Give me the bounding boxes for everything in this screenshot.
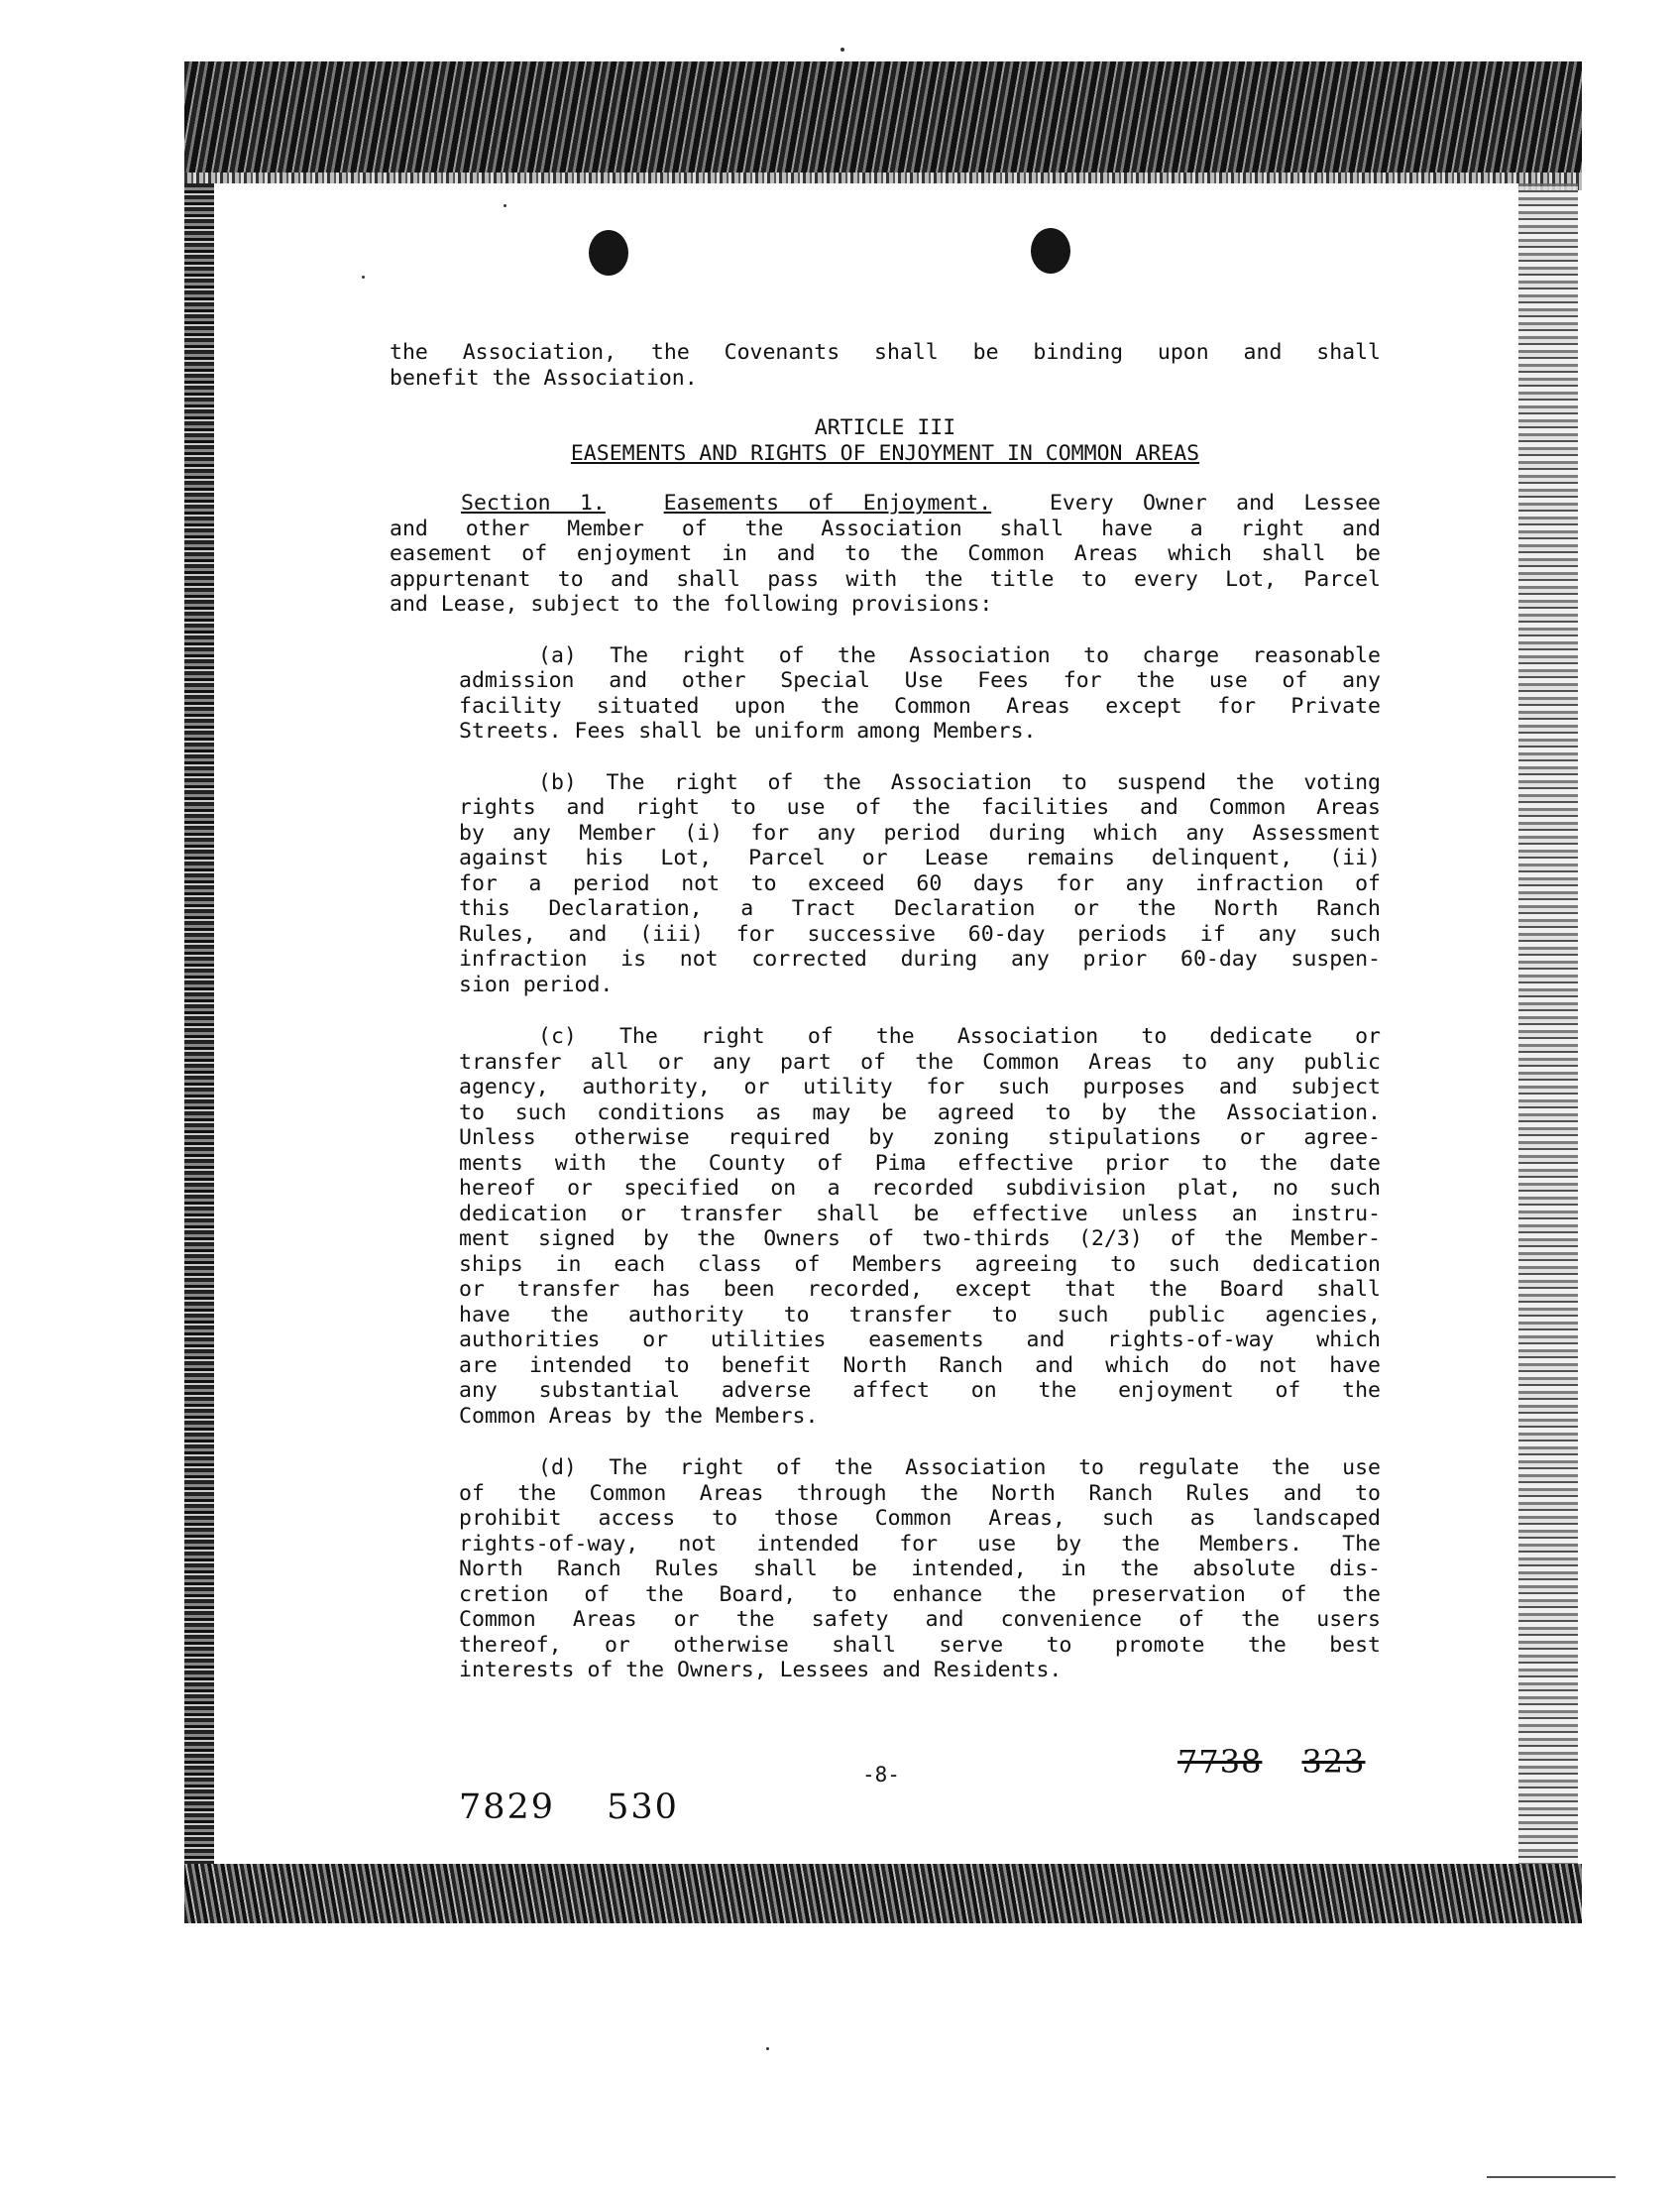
text-line: the Association, the Covenants shall be binding upon and shall [390, 340, 1381, 365]
paragraph-b-line: for a period not to exceed 60 days for any infraction of [459, 870, 1381, 896]
document-body [390, 340, 1381, 1683]
paragraph-d-line: thereof, or otherwise shall serve to promote the best [459, 1632, 1381, 1658]
recording-page-number: 530 [607, 1787, 679, 1827]
paragraph-b-line: this Declaration, a Tract Declaration or the North Ranch [459, 896, 1381, 921]
section-heading: Section 1. [461, 491, 606, 516]
section-title: Easements of Enjoyment. [663, 491, 992, 516]
paragraph-c-line: Common Areas by the Members. [459, 1403, 819, 1429]
paragraph-c-line: have the authority to transfer to such public agencies, [459, 1302, 1381, 1327]
paragraph-b-line: by any Member (i) for any period during which any Assessment [459, 820, 1381, 846]
paragraph-d-line: North Ranch Rules shall be intended, in the absolute dis- [459, 1556, 1381, 1581]
text-line: and Lease, subject to the following provisions: [390, 592, 993, 617]
scan-border-top [184, 61, 1582, 190]
paragraph-d-line: interests of the Owners, Lessees and Residents. [459, 1658, 1063, 1682]
paragraph-c-line: authorities or utilities easements and rights-of-way which [459, 1327, 1381, 1352]
scan-speck [504, 204, 506, 207]
paragraph-c-line: to such conditions as may be agreed to by the Association. [459, 1099, 1381, 1125]
paragraph-c-line: any substantial adverse affect on the enjoyment of the [459, 1378, 1381, 1403]
struck-book-number: 7738 [1177, 1743, 1263, 1781]
scan-border-bottom [184, 1864, 1582, 1923]
paragraph-b-line: sion period. [459, 972, 614, 997]
punch-hole-right [1031, 228, 1070, 274]
struck-recording-number [1177, 1743, 1366, 1781]
paragraph-c-line: agency, authority, or utility for such purposes and subject [459, 1075, 1381, 1099]
paragraph-b-line: against his Lot, Parcel or Lease remains delinquent, (ii) [459, 846, 1381, 870]
paragraph-c-line: (c) The right of the Association to dedicate or [538, 1024, 1381, 1049]
paragraph-b-line: Rules, and (iii) for successive 60-day periods if any such [459, 921, 1381, 947]
paragraph-d-line: cretion of the Board, to enhance the preservation of the [459, 1581, 1381, 1607]
paragraph-a-line: facility situated upon the Common Areas except for Private [459, 693, 1381, 719]
section-heading-line [390, 491, 1381, 517]
paragraph-d-line: of the Common Areas through the North Ranch Rules and to [459, 1480, 1381, 1506]
article-title: ARTICLE III [814, 415, 956, 440]
text-line: and other Member of the Association shall have a right and [390, 516, 1381, 541]
scan-mark [1487, 2176, 1616, 2178]
paragraph-a-line: admission and other Special Use Fees for the use of any [459, 668, 1381, 693]
scan-speck [840, 48, 844, 52]
paragraph-a-line: Streets. Fees shall be uniform among Members. [459, 719, 1037, 744]
text-line: easement of enjoyment in and to the Common Areas which shall be [390, 541, 1381, 566]
paragraph-c-line: ships in each class of Members agreeing to such dedication [459, 1251, 1381, 1277]
paragraph-c-line: transfer all or any part of the Common Areas to any public [459, 1049, 1381, 1075]
paragraph-b-line: infraction is not corrected during any prior 60-day suspen- [459, 947, 1381, 972]
article-subtitle: EASEMENTS AND RIGHTS OF ENJOYMENT IN COMMON AREAS [570, 440, 1200, 466]
paragraph-b-line: rights and right to use of the facilities and Common Areas [459, 795, 1381, 820]
paragraph-c-line: hereof or specified on a recorded subdivision plat, no such [459, 1176, 1381, 1201]
paragraph-d-line: (d) The right of the Association to regulate the use [538, 1455, 1381, 1480]
paragraph-c-line: are intended to benefit North Ranch and which do not have [459, 1352, 1381, 1378]
paragraph-c-line: dedication or transfer shall be effective unless an instru- [459, 1201, 1381, 1226]
scan-speck [766, 2047, 769, 2050]
paragraph-c-line: ment signed by the Owners of two-thirds (2/3) of the Member- [459, 1226, 1381, 1251]
book-number: 7829 [459, 1787, 556, 1827]
scan-border-right [1518, 183, 1578, 1869]
struck-page-number: 323 [1301, 1743, 1366, 1781]
paragraph-b-line: (b) The right of the Association to suspend the voting [538, 769, 1381, 795]
paragraph-d-line: Common Areas or the safety and convenience of the users [459, 1607, 1381, 1632]
punch-hole-left [589, 230, 628, 276]
paragraph-d-line: rights-of-way, not intended for use by the Members. The [459, 1531, 1381, 1556]
text-line: appurtenant to and shall pass with the title to every Lot, Parcel [390, 566, 1381, 592]
paragraph-c-line: Unless otherwise required by zoning stipulations or agree- [459, 1125, 1381, 1150]
paragraph-d-line: prohibit access to those Common Areas, such as landscaped [459, 1506, 1381, 1531]
text-line: benefit the Association. [390, 365, 698, 391]
paragraph-a-line: (a) The right of the Association to charge reasonable [538, 642, 1381, 668]
recording-number [459, 1787, 679, 1827]
scan-border-left [184, 183, 214, 1869]
paragraph-c-line: ments with the County of Pima effective prior to the date [459, 1150, 1381, 1176]
section-line-rest: Every Owner and Lessee [1049, 491, 1381, 516]
paragraph-c-line: or transfer has been recorded, except that the Board shall [459, 1277, 1381, 1302]
scan-speck [362, 276, 365, 279]
page-number: -8- [862, 1763, 900, 1787]
